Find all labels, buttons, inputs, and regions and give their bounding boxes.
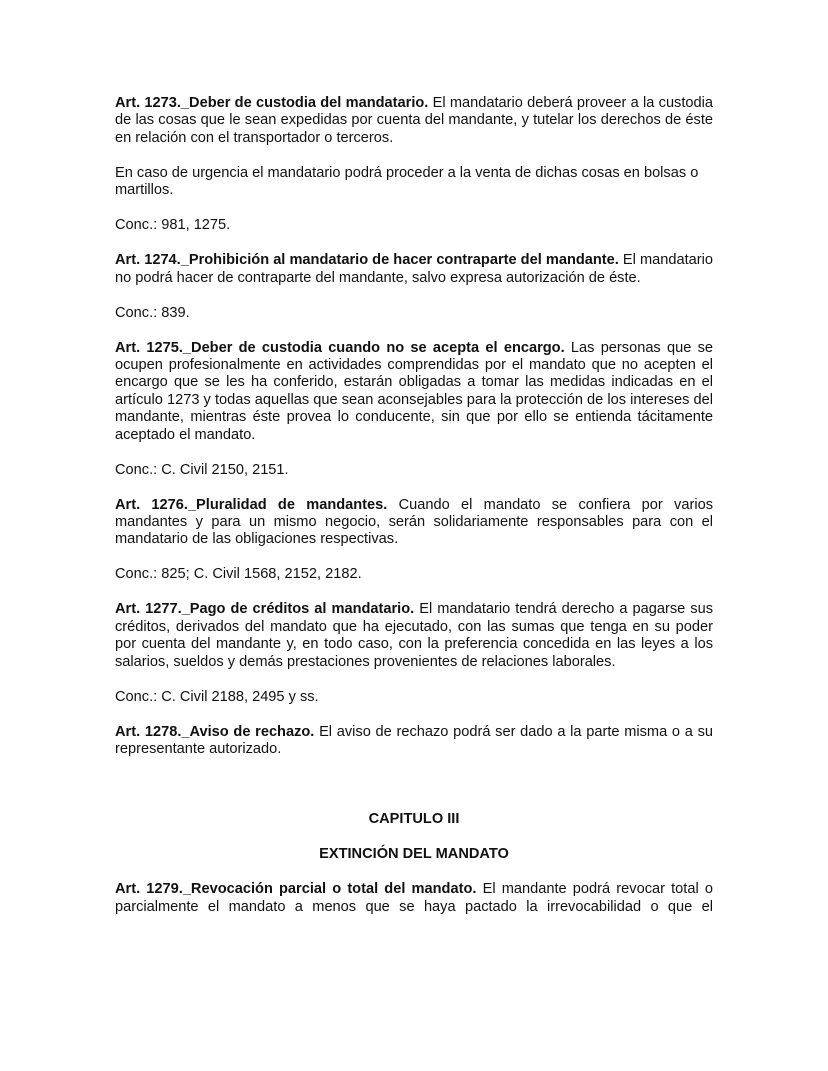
article-title: Art. 1275._Deber de custodia cuando no se acepta el encargo. xyxy=(115,339,565,356)
article-title: Art. 1273._Deber de custodia del mandatario. xyxy=(115,95,429,111)
article-title: Art. 1279._Revocación parcial o total del mandato. xyxy=(115,881,477,898)
article-1275 xyxy=(115,340,713,444)
article-1276 xyxy=(115,497,713,549)
article-1277 xyxy=(115,601,713,671)
article-1273 xyxy=(115,95,713,147)
article-1279 xyxy=(115,881,713,916)
article-title: Art. 1274._Prohibición al mandatario de hacer contraparte del mandante. xyxy=(115,252,619,269)
article-title: Art. 1278._Aviso de rechazo. xyxy=(115,723,315,740)
article-text: Las personas que se ocupen profesionalmente en actividades comprendidas por el mandato que no acepten el encargo que se les ha conferido, estarán obligadas a tomar las medidas indicadas en el artículo 1273 y todas aquellas que sean aconsejables para la protección de los intereses del mandante, mientras éste provea lo conducente, sin que por ello se entienda tácitamente aceptado el mandato. xyxy=(115,339,714,443)
article-text: El mandatario no podrá hacer de contraparte del mandante, salvo expresa autorización de éste. xyxy=(115,252,713,286)
document-page xyxy=(115,95,713,934)
article-title: Art. 1277._Pago de créditos al mandatario. xyxy=(115,601,415,618)
concordance-1273: Conc.: 981, 1275. xyxy=(115,217,231,234)
chapter-number: CAPITULO III xyxy=(368,810,460,827)
article-text: El mandatario deberá proveer a la custodia de las cosas que le sean expedidas por cuenta del mandante, y tutelar los derechos de éste en relación con el transportador o terceros. xyxy=(115,95,713,146)
article-text: El aviso de rechazo podrá ser dado a la parte misma o a su representante autorizado. xyxy=(115,723,713,758)
concordance-1275: Conc.: C. Civil 2150, 2151. xyxy=(115,461,289,478)
article-1274 xyxy=(115,252,713,287)
article-text: El mandatario tendrá derecho a pagarse sus créditos, derivados del mandato que ha ejecutado, con las sumas que tenga en su poder por cuenta del mandante y, en todo caso, con la preferencia concedida en las leyes a los salarios, sueldos y demás prestaciones provenientes de relaciones laborales. xyxy=(115,601,713,670)
concordance-1274: Conc.: 839. xyxy=(115,304,190,321)
concordance-1277: Conc.: C. Civil 2188, 2495 y ss. xyxy=(115,688,319,705)
article-title: Art. 1276._Pluralidad de mandantes. xyxy=(115,496,388,513)
chapter-title: EXTINCIÓN DEL MANDATO xyxy=(319,845,509,862)
article-text: Cuando el mandato se confiera por varios mandantes y para un mismo negocio, serán solidariamente responsables para con el mandatario de las obligaciones respectivas. xyxy=(115,496,713,548)
concordance-1276: Conc.: 825; C. Civil 1568, 2152, 2182. xyxy=(115,566,362,583)
article-1273-extra: En caso de urgencia el mandatario podrá proceder a la venta de dichas cosas en bolsas o martillos. xyxy=(115,164,699,199)
article-1278 xyxy=(115,724,713,759)
article-text: El mandante podrá revocar total o parcialmente el mandato a menos que se haya pactado la irrevocabilidad o que el xyxy=(115,881,713,915)
